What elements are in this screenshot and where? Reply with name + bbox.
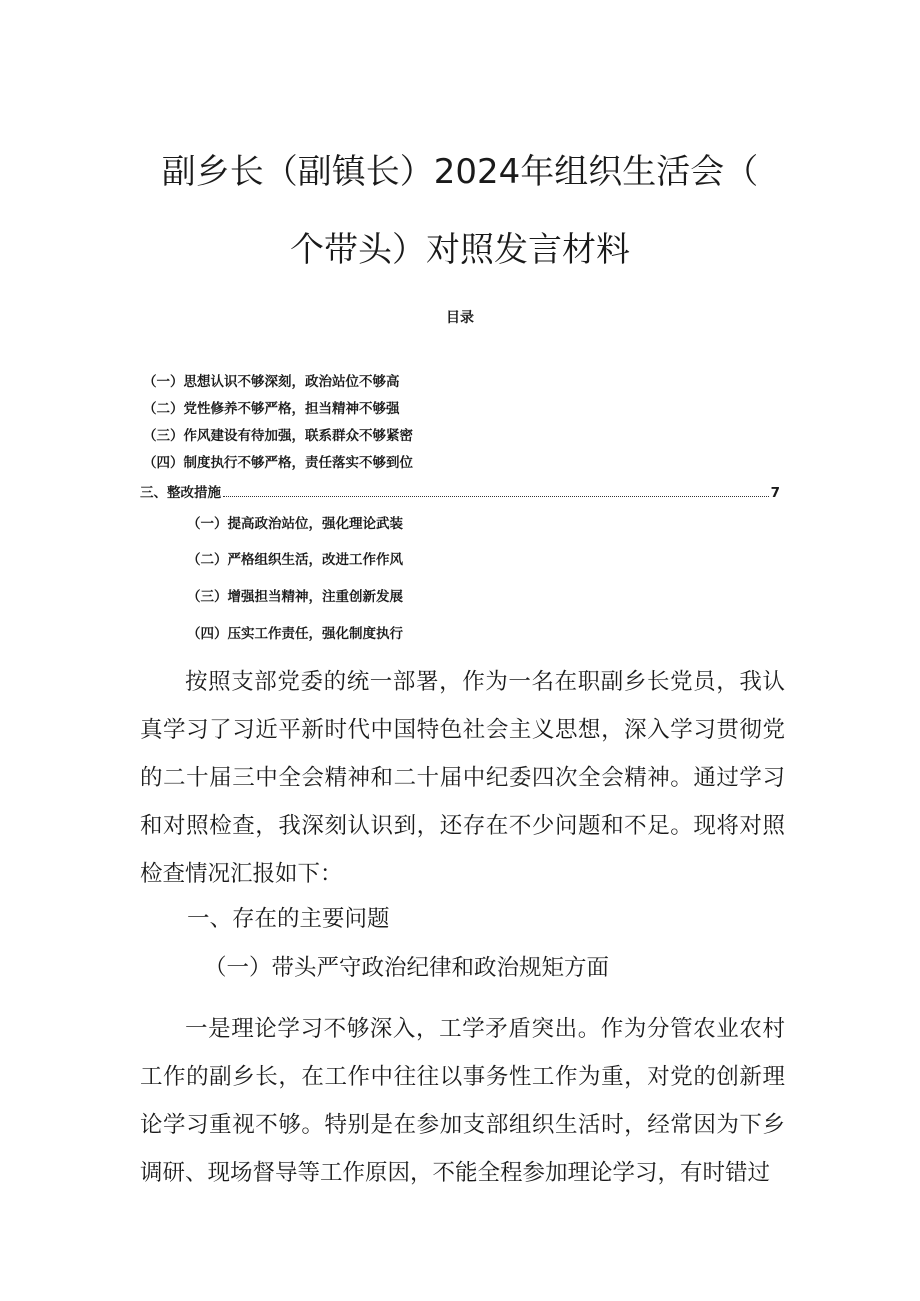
intro-paragraph: 按照支部党委的统一部署，作为一名在职副乡长党员，我认真学习了习近平新时代中国特色社会主义思想，深入学习贯彻党的二十届三中全会精神和二十届中纪委四次全会精神。通过学习和对照检查，我深刻认识到，还存在不少问题和不足。现将对照检查情况汇报如下：	[140, 669, 785, 887]
toc-item-problem-2[interactable]: （二）党性修养不够严格，担当精神不够强	[143, 401, 400, 417]
document-title-line-2: 个带头）对照发言材料	[290, 230, 630, 270]
section-1-heading: 一、存在的主要问题	[187, 906, 390, 932]
toc-item-problem-4[interactable]: （四）制度执行不够严格，责任落实不够到位	[143, 455, 413, 471]
toc-item-measure-2[interactable]: （二）严格组织生活，改进工作作风	[187, 552, 403, 568]
toc-item-problem-1[interactable]: （一）思想认识不够深刻，政治站位不够高	[143, 374, 400, 390]
body-paragraph-1: 一是理论学习不够深入，工学矛盾突出。作为分管农业农村工作的副乡长，在工作中往往以事务性工作为重，对党的创新理论学习重视不够。特别是在参加支部组织生活时，经常因为下乡调研、现场督导等工作原因，不能全程参加理论学习，有时错过	[140, 1016, 785, 1186]
toc-item-measure-1[interactable]: （一）提高政治站位，强化理论武装	[187, 516, 403, 532]
toc-item-measure-3[interactable]: （三）增强担当精神，注重创新发展	[187, 589, 403, 605]
subsection-1-heading: （一）带头严守政治纪律和政治规矩方面	[204, 955, 610, 981]
toc-item-section-3[interactable]	[140, 481, 780, 501]
toc-section-3-label: 三、整改措施	[140, 485, 221, 501]
document-title-line-1: 副乡长（副镇长）2024年组织生活会（	[161, 152, 759, 192]
toc-item-measure-4[interactable]: （四）压实工作责任，强化制度执行	[187, 626, 403, 642]
toc-section-3-page: 7	[770, 485, 780, 501]
toc-item-problem-3[interactable]: （三）作风建设有待加强，联系群众不够紧密	[143, 428, 413, 444]
toc-heading: 目录	[446, 310, 474, 326]
toc-dot-leader	[223, 495, 769, 497]
